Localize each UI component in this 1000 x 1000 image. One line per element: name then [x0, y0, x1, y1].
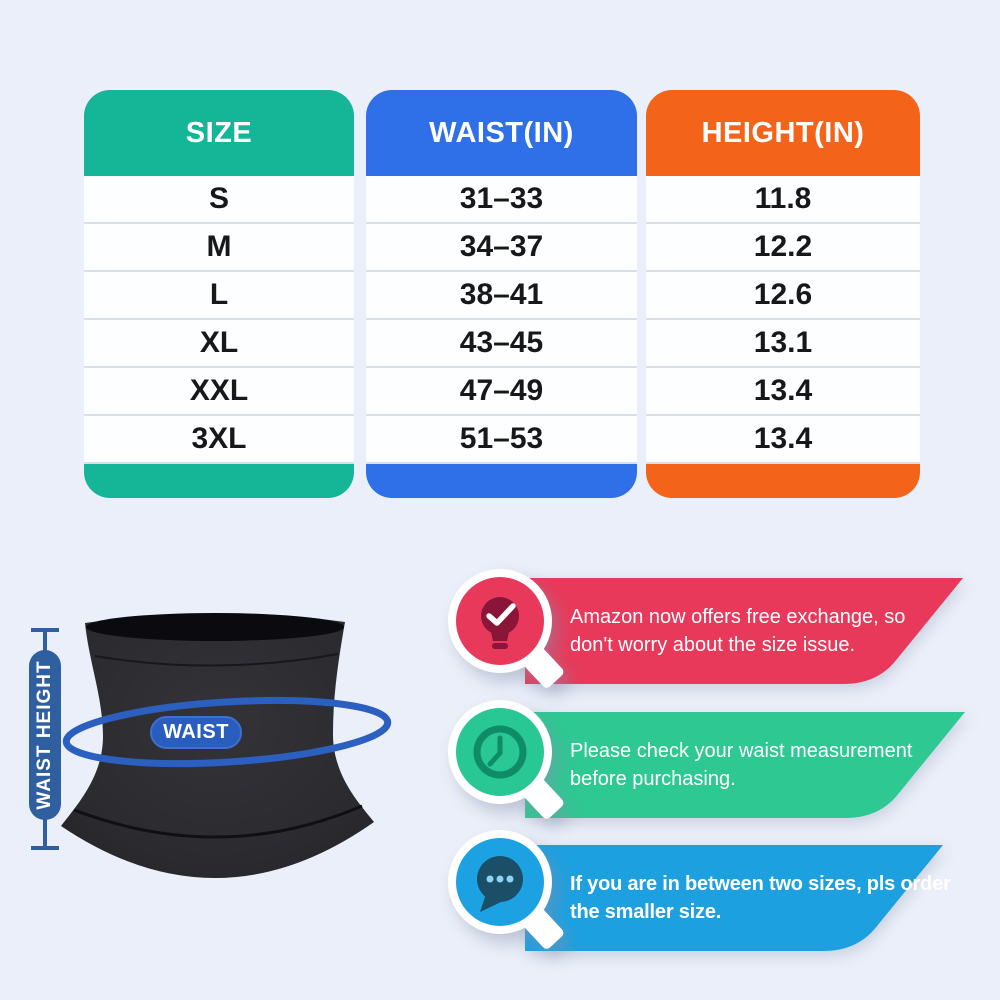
height-column-header: HEIGHT(IN) — [646, 90, 920, 176]
table-cell: 31–33 — [366, 176, 637, 224]
table-cell: L — [84, 272, 354, 320]
table-cell: S — [84, 176, 354, 224]
chat-dots-icon — [438, 820, 588, 970]
height-column-footer — [646, 464, 920, 498]
waist-trainer-illustration — [0, 578, 460, 998]
callout-text — [570, 845, 962, 951]
waist-column — [366, 90, 637, 498]
table-cell: 11.8 — [646, 176, 920, 224]
size-column-header: SIZE — [84, 90, 354, 176]
table-cell: 47–49 — [366, 368, 637, 416]
waist-column-footer — [366, 464, 637, 498]
table-cell: 34–37 — [366, 224, 637, 272]
table-cell: 51–53 — [366, 416, 637, 464]
callout-text — [570, 578, 962, 684]
table-cell: 12.6 — [646, 272, 920, 320]
size-column — [84, 90, 354, 498]
clock-icon — [438, 690, 588, 840]
height-column — [646, 90, 920, 498]
callout-text — [570, 712, 962, 818]
table-cell: 13.1 — [646, 320, 920, 368]
table-cell: 13.4 — [646, 416, 920, 464]
callout-line: Amazon now offers free exchange, so — [570, 606, 906, 628]
table-cell: M — [84, 224, 354, 272]
callout-line: If you are in between two sizes, pls order — [570, 873, 951, 895]
callout-line: don't worry about the size issue. — [570, 634, 856, 656]
callout-line: before purchasing. — [570, 768, 736, 790]
callout-line: Please check your waist measurement — [570, 740, 913, 762]
waist-column-header: WAIST(IN) — [366, 90, 637, 176]
table-cell: 12.2 — [646, 224, 920, 272]
table-cell: 38–41 — [366, 272, 637, 320]
table-cell: XXL — [84, 368, 354, 416]
table-cell: 13.4 — [646, 368, 920, 416]
table-cell: 3XL — [84, 416, 354, 464]
waist-trainer-opening — [86, 613, 344, 641]
size-column-footer — [84, 464, 354, 498]
waist-band-label: WAIST — [150, 716, 242, 749]
lightbulb-check-icon — [438, 559, 588, 709]
table-cell: XL — [84, 320, 354, 368]
table-cell: 43–45 — [366, 320, 637, 368]
waist-height-label: WAIST HEIGHT — [34, 660, 55, 810]
callout-line: the smaller size. — [570, 901, 722, 923]
